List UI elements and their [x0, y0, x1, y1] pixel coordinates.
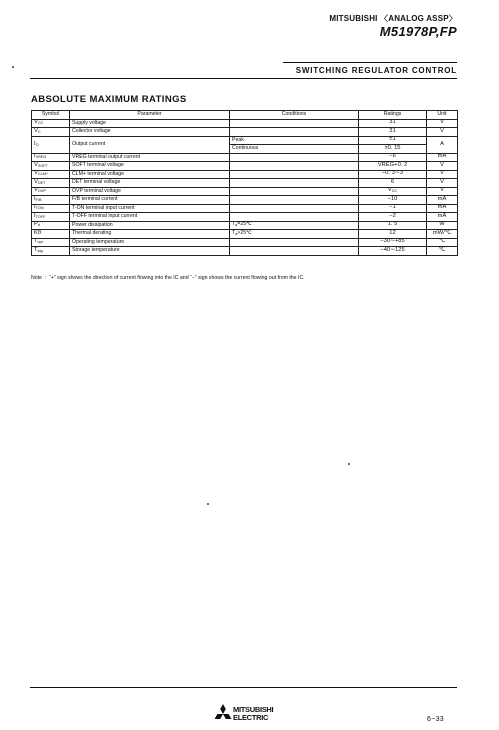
condition-cell [230, 204, 359, 213]
symbol-cell: $T_{opr}$ [32, 238, 70, 247]
unit-cell: V [427, 187, 458, 196]
parameter-cell: T-OFF terminal input current [70, 213, 230, 222]
table-row [32, 187, 458, 196]
unit-cell: mA [427, 213, 458, 222]
condition-cell [230, 170, 359, 179]
rating-cell: 1. 5 [359, 221, 427, 230]
header-part-number: M51978P,FP [379, 24, 457, 39]
symbol-cell: $V_{CLM+}$ [32, 170, 70, 179]
symbol-cell: $I_{VREG}$ [32, 153, 70, 162]
symbol-cell: $I_O$ [32, 136, 70, 153]
symbol-cell: $V_C$ [32, 128, 70, 137]
rating-cell: −10 [359, 196, 427, 205]
parameter-cell: F/B terminal current [70, 196, 230, 205]
rating-cell: −40∼125 [359, 247, 427, 256]
condition-cell [230, 187, 359, 196]
unit-cell: A [427, 136, 458, 153]
table-row [32, 162, 458, 171]
parameter-cell: Operating temperature [70, 238, 230, 247]
page-number: 6−33 [427, 716, 444, 723]
condition-cell [230, 196, 359, 205]
parameter-cell: Output current [70, 136, 230, 153]
rating-cell: −6 [359, 153, 427, 162]
symbol-cell: $V_{DET}$ [32, 179, 70, 188]
document-title: SWITCHING REGULATOR CONTROL [295, 66, 457, 75]
condition-cell [230, 247, 359, 256]
unit-cell: V [427, 179, 458, 188]
symbol-cell: $V_{OVP}$ [32, 187, 70, 196]
unit-cell: V [427, 119, 458, 128]
unit-cell: mA [427, 204, 458, 213]
title-divider [30, 78, 457, 79]
parameter-cell: SOFT terminal voltage [70, 162, 230, 171]
rating-cell: 31 [359, 119, 427, 128]
parameter-cell: Collector voltage [70, 128, 230, 137]
condition-cell [230, 162, 359, 171]
rating-cell: −2 [359, 213, 427, 222]
parameter-cell: T-ON terminal input current [70, 204, 230, 213]
parameter-cell: Storage temperature [70, 247, 230, 256]
header-symbol: Symbol [32, 111, 70, 120]
header-parameter: Parameter [70, 111, 230, 120]
symbol-cell: $P_d$ [32, 221, 70, 230]
unit-cell: mA [427, 153, 458, 162]
parameter-cell: CLM+ terminal voltage [70, 170, 230, 179]
logo-wordmark-bottom: ELECTRIC [233, 713, 269, 722]
parameter-cell: DET terminal voltage [70, 179, 230, 188]
rating-cell: −30∼+85 [359, 238, 427, 247]
unit-cell: V [427, 128, 458, 137]
table-note: Note : “+” sign shows the direction of current flowing into the IC and “−” sign shows the current flowing out from the IC. [31, 275, 305, 281]
header-conditions: Conditions [230, 111, 359, 120]
header-divider [283, 62, 457, 63]
condition-cell [230, 119, 359, 128]
symbol-cell: $V_{SOFT}$ [32, 162, 70, 171]
rating-cell: VREG+0. 2 [359, 162, 427, 171]
parameter-cell: OVP terminal voltage [70, 187, 230, 196]
header-ratings: Ratings [359, 111, 427, 120]
symbol-cell: $I_{F/B}$ [32, 196, 70, 205]
rating-cell: $V_{CC}$ [359, 187, 427, 196]
parameter-cell: VREG terminal output current [70, 153, 230, 162]
condition-cell [230, 213, 359, 222]
table-row [32, 204, 458, 213]
mitsubishi-logo-icon [213, 703, 233, 721]
rating-cell: 31 [359, 128, 427, 137]
unit-cell: W [427, 221, 458, 230]
symbol-cell: $I_{TON}$ [32, 204, 70, 213]
scan-speck [348, 463, 350, 465]
unit-cell: mA [427, 196, 458, 205]
unit-cell: V [427, 170, 458, 179]
scan-speck [207, 503, 209, 505]
condition-cell [230, 153, 359, 162]
header-unit: Unit [427, 111, 458, 120]
condition-cell [230, 179, 359, 188]
table-row [32, 153, 458, 162]
parameter-cell: Thermal derating [70, 230, 230, 239]
table-row [32, 230, 458, 239]
table-row [32, 170, 458, 179]
table-row [32, 119, 458, 128]
condition-cell [230, 128, 359, 137]
condition-cell: Peak [230, 136, 359, 145]
table-row [32, 196, 458, 205]
unit-cell: ℃ [427, 238, 458, 247]
unit-cell: mW/℃ [427, 230, 458, 239]
header-company: MITSUBISHI 〈ANALOG ASSP〉 [329, 14, 457, 23]
rating-cell: 12 [359, 230, 427, 239]
unit-cell: ℃ [427, 247, 458, 256]
table-row [32, 247, 458, 256]
rating-cell: ±0. 15 [359, 145, 427, 154]
condition-cell: $T_a>25℃$ [230, 230, 359, 239]
rating-cell: −0. 3∼3 [359, 170, 427, 179]
symbol-cell: Kθ [32, 230, 70, 239]
footer-divider [30, 687, 457, 688]
parameter-cell: Power dissipation [70, 221, 230, 230]
parameter-cell: Supply voltage [70, 119, 230, 128]
symbol-cell: $T_{stg}$ [32, 247, 70, 256]
section-title: ABSOLUTE MAXIMUM RATINGS [31, 94, 187, 105]
symbol-cell: $V_{CC}$ [32, 119, 70, 128]
table-row [32, 128, 458, 137]
table-row [32, 221, 458, 230]
table-row [32, 213, 458, 222]
rating-cell: −1 [359, 204, 427, 213]
condition-cell: $T_a=25℃$ [230, 221, 359, 230]
rating-cell: 6 [359, 179, 427, 188]
scan-speck [12, 66, 14, 68]
logo-wordmark-top: MITSUBISHI [233, 705, 274, 714]
table-row [32, 238, 458, 247]
table-row [32, 136, 458, 145]
condition-cell [230, 238, 359, 247]
ratings-table [31, 110, 458, 256]
symbol-cell: $I_{TOFF}$ [32, 213, 70, 222]
rating-cell: ±1 [359, 136, 427, 145]
table-row [32, 179, 458, 188]
unit-cell: V [427, 162, 458, 171]
table-header-row [32, 111, 458, 120]
condition-cell: Continuous [230, 145, 359, 154]
